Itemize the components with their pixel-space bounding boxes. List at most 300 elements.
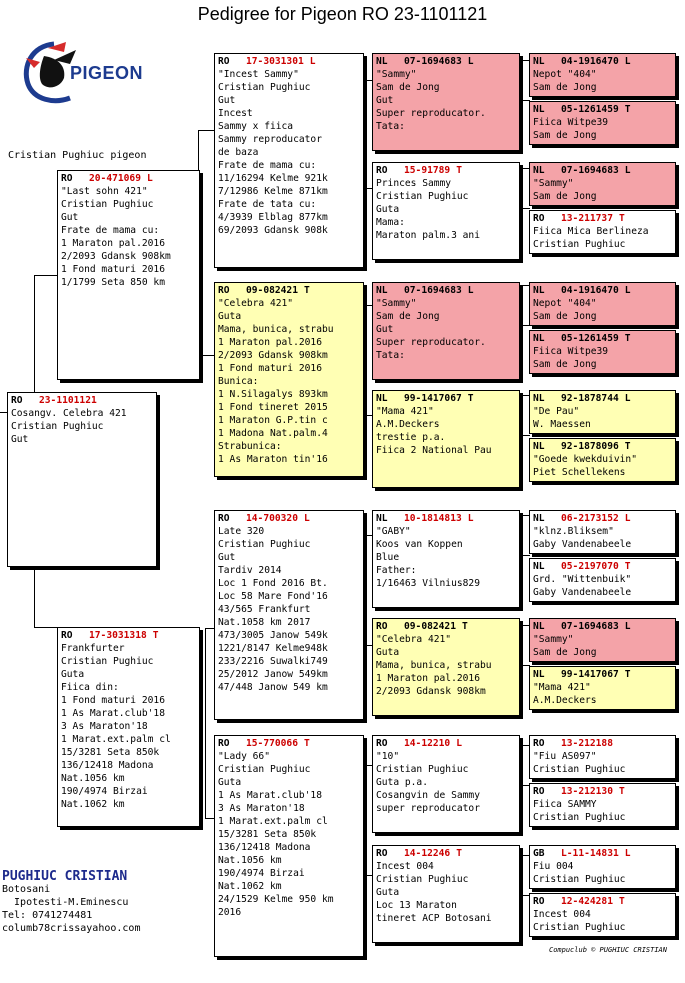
sex-marker: T <box>624 104 631 115</box>
ring-id: 07-1694683 <box>561 165 619 176</box>
card-line: Cristian Pughiuc <box>533 239 626 250</box>
ring-id: 07-1694683 <box>404 285 462 296</box>
sex-marker: L <box>467 56 474 67</box>
card-line: Frate de tata cu: <box>218 199 317 210</box>
owner-block <box>2 870 140 935</box>
pigeon-card-subject <box>7 392 157 567</box>
sex-marker: T <box>618 213 625 224</box>
ring-number <box>533 668 672 681</box>
card-line: Guta <box>376 887 400 898</box>
logo-text: PIGEON <box>70 63 144 83</box>
sex-marker: T <box>152 630 159 641</box>
pigeon-card-gen3 <box>214 282 364 477</box>
ring-id: 04-1916470 <box>561 285 619 296</box>
card-line: 1 Maraton pal.2016 <box>61 238 165 249</box>
ring-id: 99-1417067 <box>404 393 462 404</box>
pigeon-card-gen3 <box>214 735 364 957</box>
owner-name: PUGHIUC CRISTIAN <box>2 869 128 884</box>
connector-line <box>522 515 523 555</box>
country-code: RO <box>376 848 388 859</box>
card-line: "Celebra 421" <box>218 298 294 309</box>
card-line: 1 As Maraton tin'16 <box>218 454 328 465</box>
card-line: Blue <box>376 552 400 563</box>
card-line: Sam de Jong <box>533 647 597 658</box>
card-line: 69/2093 Gdansk 908k <box>218 225 328 236</box>
sex-marker: L <box>303 513 310 524</box>
card-line: Guta <box>218 311 242 322</box>
card-line: "Lady 66" <box>218 751 270 762</box>
pigeon-card-gen5 <box>529 783 676 827</box>
ring-number <box>533 785 672 798</box>
ring-id: 09-082421 <box>404 621 456 632</box>
country-code: RO <box>376 165 388 176</box>
ring-id: 05-1261459 <box>561 104 619 115</box>
sex-marker: T <box>624 669 631 680</box>
connector-line <box>205 628 206 818</box>
pigeon-card-gen5 <box>529 666 676 710</box>
card-line: Guta <box>218 777 242 788</box>
sex-marker: L <box>624 285 631 296</box>
card-line: 1 Maraton G.P.tin c <box>218 415 328 426</box>
ring-number <box>61 172 196 185</box>
card-line: Sam de Jong <box>533 359 597 370</box>
card-line: 1 As Marat.club'18 <box>61 708 165 719</box>
connector-line <box>522 855 523 895</box>
card-line: 4/3939 Elblag 877km <box>218 212 328 223</box>
card-line: "Goede kwekduivin" <box>533 454 637 465</box>
card-line: 7/12986 Kelme 871km <box>218 186 328 197</box>
sex-marker: L <box>624 513 631 524</box>
sex-marker: T <box>461 621 468 632</box>
card-line: "Sammy" <box>376 69 417 80</box>
sex-marker: T <box>624 561 631 572</box>
card-line: tineret ACP Botosani <box>376 913 492 924</box>
country-code: GB <box>533 848 545 859</box>
card-line: 15/3281 Seta 850k <box>61 747 160 758</box>
card-line: 1 Fond maturi 2016 <box>61 695 165 706</box>
card-line: "Fiu AS097" <box>533 751 597 762</box>
card-line: Cristian Pughiuc <box>61 199 154 210</box>
card-line: Gut <box>376 95 394 106</box>
card-line: Guta p.a. <box>376 777 428 788</box>
ring-id: 13-211737 <box>561 213 613 224</box>
card-line: Sam de Jong <box>533 130 597 141</box>
card-line: Late 320 <box>218 526 265 537</box>
pigeon-card-gen3 <box>214 510 364 720</box>
pigeon-card-gen5 <box>529 618 676 662</box>
connector-line <box>522 285 523 325</box>
card-line: Fiica din: <box>61 682 119 693</box>
sex-marker: L <box>624 165 631 176</box>
card-line: 1221/8147 Kelme948k <box>218 643 328 654</box>
card-line: Maraton palm.3 ani <box>376 230 480 241</box>
connector-line <box>34 627 59 628</box>
card-line: 190/4974 Birzai <box>61 786 148 797</box>
card-line: Incest <box>218 108 253 119</box>
ring-number <box>376 847 516 860</box>
country-code: RO <box>533 738 545 749</box>
card-line: Super reproducator. <box>376 108 486 119</box>
pigeon-card-gen5 <box>529 282 676 326</box>
pigeon-card-gen4 <box>372 282 520 380</box>
card-line: Nat.1062 km <box>218 881 282 892</box>
card-line: Loc 13 Maraton <box>376 900 457 911</box>
card-line: Incest 004 <box>533 909 591 920</box>
sex-marker: L <box>309 56 316 67</box>
pigeon-card-sire <box>57 170 200 380</box>
card-line: Koos van Koppen <box>376 539 463 550</box>
card-line: Cristian Pughiuc <box>61 656 154 667</box>
card-line: Piet Schellekens <box>533 467 626 478</box>
pigeon-card-dam <box>57 627 200 827</box>
ring-number <box>376 392 516 405</box>
card-line: Cristian Pughiuc <box>533 812 626 823</box>
card-line: Cristian Pughiuc <box>533 922 626 933</box>
ring-id: 13-212188 <box>561 738 613 749</box>
ring-number <box>11 394 153 407</box>
owner-line: columb78crissayahoo.com <box>2 923 141 934</box>
card-line: 3 As Maraton'18 <box>61 721 148 732</box>
ring-id: 92-1878744 <box>561 393 619 404</box>
connector-line <box>522 168 523 208</box>
card-line: Loc 1 Fond 2016 Bt. <box>218 578 328 589</box>
connector-line <box>522 60 523 100</box>
connector-line <box>366 80 367 188</box>
card-line: Nat.1058 km 2017 <box>218 617 311 628</box>
country-code: RO <box>218 513 230 524</box>
card-line: 11/16294 Kelme 921k <box>218 173 328 184</box>
ring-number <box>376 164 516 177</box>
card-line: 1 Madona Nat.palm.4 <box>218 428 328 439</box>
card-line: Sam de Jong <box>533 82 597 93</box>
owner-line: Botosani <box>2 884 51 895</box>
ring-id: 05-1261459 <box>561 333 619 344</box>
ring-number <box>533 55 672 68</box>
card-line: Father: <box>376 565 417 576</box>
card-line: Frate de mama cu: <box>61 225 160 236</box>
country-code: RO <box>11 395 23 406</box>
pigeon-card-gen4 <box>372 618 520 716</box>
card-line: Fiica Witpe39 <box>533 117 609 128</box>
ring-number <box>533 332 672 345</box>
country-code: NL <box>533 513 545 524</box>
sex-marker: T <box>303 738 310 749</box>
connector-line <box>522 395 523 435</box>
card-line: 1/1799 Seta 850 km <box>61 277 165 288</box>
card-line: 47/448 Janow 549 km <box>218 682 328 693</box>
ring-id: 15-770066 <box>246 738 298 749</box>
ring-number <box>533 560 672 573</box>
ring-number <box>376 284 516 297</box>
sex-marker: T <box>624 441 631 452</box>
card-line: Mama, bunica, strabu <box>218 324 334 335</box>
card-line: Fiica Mica Berlineza <box>533 226 649 237</box>
card-line: 1 N.Silagalys 893km <box>218 389 328 400</box>
sex-marker: T <box>618 786 625 797</box>
country-code: NL <box>533 56 545 67</box>
card-line: Grd. "Wittenbuik" <box>533 574 632 585</box>
card-line: Cristian Pughiuc <box>533 874 626 885</box>
ring-number <box>533 284 672 297</box>
card-line: "10" <box>376 751 400 762</box>
connector-line <box>522 745 523 785</box>
card-line: Cosangv. Celebra 421 <box>11 408 127 419</box>
card-line: Nepot "404" <box>533 298 597 309</box>
country-code: NL <box>376 513 388 524</box>
page-title: Pedigree for Pigeon RO 23-1101121 <box>197 4 488 24</box>
ring-number <box>533 847 672 860</box>
card-line: 2016 <box>218 907 242 918</box>
ring-id: 17-3031318 <box>89 630 147 641</box>
country-code: RO <box>61 630 73 641</box>
owner-line: Ipotesti-M.Eminescu <box>2 897 129 908</box>
pigeon-card-gen4 <box>372 510 520 608</box>
pigeon-card-gen4 <box>372 53 520 151</box>
ring-id: 20-471069 <box>89 173 141 184</box>
card-line: 25/2012 Janow 549km <box>218 669 328 680</box>
card-line: "Sammy" <box>533 178 574 189</box>
pigeon-card-gen4 <box>372 845 520 943</box>
ring-number <box>533 392 672 405</box>
country-code: RO <box>376 621 388 632</box>
pigeon-card-gen5 <box>529 558 676 602</box>
ring-id: 07-1694683 <box>561 621 619 632</box>
ring-number <box>533 512 672 525</box>
pigeon-card-gen5 <box>529 510 676 554</box>
owner-line: Tel: 0741274481 <box>2 910 93 921</box>
ring-id: 92-1878096 <box>561 441 619 452</box>
pigeon-card-gen5 <box>529 210 676 254</box>
card-line: 43/565 Frankfurt <box>218 604 311 615</box>
country-code: NL <box>533 441 545 452</box>
pigeon-logo <box>14 38 144 108</box>
ring-id: 14-12246 <box>404 848 451 859</box>
card-line: Cosangvin de Sammy <box>376 790 480 801</box>
sex-marker: T <box>624 333 631 344</box>
ring-id: 09-082421 <box>246 285 298 296</box>
card-line: Guta <box>61 669 85 680</box>
pigeon-card-gen5 <box>529 390 676 434</box>
ring-number <box>533 103 672 116</box>
ring-number <box>533 620 672 633</box>
card-line: Cristian Pughiuc <box>376 874 469 885</box>
sex-marker: L <box>624 621 631 632</box>
card-line: "Sammy" <box>533 634 574 645</box>
connector-line <box>522 555 530 556</box>
country-code: RO <box>218 738 230 749</box>
card-line: Cristian Pughiuc <box>376 764 469 775</box>
card-line: Gut <box>218 95 236 106</box>
card-line: A.M.Deckers <box>376 419 440 430</box>
card-line: Fiu 004 <box>533 861 574 872</box>
card-line: 1 As Marat.club'18 <box>218 790 322 801</box>
country-code: RO <box>218 56 230 67</box>
country-code: RO <box>61 173 73 184</box>
sex-marker: T <box>456 165 462 176</box>
pigeon-card-gen4 <box>372 162 520 260</box>
ring-id: 99-1417067 <box>561 669 619 680</box>
connector-line <box>34 275 59 276</box>
card-line: Guta <box>376 647 400 658</box>
ring-number <box>376 620 516 633</box>
ring-id: 14-12210 <box>404 738 451 749</box>
credit-text: Compuclub © PUGHIUC CRISTIAN <box>548 946 667 954</box>
ring-id: L-11-14831 <box>561 848 619 859</box>
connector-line <box>522 625 523 665</box>
ring-id: 23-1101121 <box>39 395 97 406</box>
card-line: 1 Fond tineret 2015 <box>218 402 328 413</box>
card-line: 15/3281 Seta 850k <box>218 829 317 840</box>
sex-marker: T <box>618 896 625 907</box>
card-line: "GABY" <box>376 526 411 537</box>
pigeon-card-gen5 <box>529 162 676 206</box>
card-line: Incest 004 <box>376 861 434 872</box>
card-line: Nat.1056 km <box>61 773 125 784</box>
card-line: 3 As Maraton'18 <box>218 803 305 814</box>
connector-line <box>522 208 530 209</box>
sex-marker: L <box>624 848 631 859</box>
card-line: Tata: <box>376 350 405 361</box>
card-line: Gaby Vandenabeele <box>533 539 632 550</box>
sex-marker: L <box>624 56 631 67</box>
card-line: Cristian Pughiuc <box>218 539 311 550</box>
card-line: "Mama 421" <box>533 682 591 693</box>
sex-marker: L <box>146 173 153 184</box>
country-code: NL <box>533 104 545 115</box>
card-line: 233/2216 Suwalki749 <box>218 656 328 667</box>
card-line: 136/12418 Madona <box>218 842 311 853</box>
card-line: Guta <box>376 204 400 215</box>
card-line: Frate de mama cu: <box>218 160 317 171</box>
pigeon-card-gen5 <box>529 845 676 889</box>
card-line: 2/2093 Gdansk 908km <box>61 251 171 262</box>
card-line: 1 Fond maturi 2016 <box>61 264 165 275</box>
card-line: Fiica Witpe39 <box>533 346 609 357</box>
card-line: "Last sohn 421" <box>61 186 148 197</box>
card-line: Bunica: <box>218 376 259 387</box>
card-line: "De Pau" <box>533 406 580 417</box>
ring-number <box>533 440 672 453</box>
card-line: "Sammy" <box>376 298 417 309</box>
card-line: 24/1529 Kelme 950 km <box>218 894 334 905</box>
country-code: NL <box>376 285 388 296</box>
ring-number <box>376 512 516 525</box>
country-code: NL <box>533 393 545 404</box>
card-line: Gut <box>61 212 79 223</box>
card-line: Sam de Jong <box>376 311 440 322</box>
sex-marker: L <box>456 738 462 749</box>
card-line: Sammy x fiica <box>218 121 294 132</box>
card-line: Frankfurter <box>61 643 125 654</box>
ring-number <box>218 737 360 750</box>
card-line: Cristian Pughiuc <box>11 421 104 432</box>
card-line: 2/2093 Gdansk 908km <box>376 686 486 697</box>
breeder-label: Cristian Pughiuc pigeon <box>8 150 147 161</box>
ring-number <box>533 164 672 177</box>
card-line: Cristian Pughiuc <box>533 764 626 775</box>
card-line: trestie p.a. <box>376 432 446 443</box>
ring-number <box>533 895 672 908</box>
pigeon-card-gen5 <box>529 893 676 937</box>
card-line: Fiica SAMMY <box>533 799 597 810</box>
card-line: "Celebra 421" <box>376 634 452 645</box>
card-line: 1 Fond maturi 2016 <box>218 363 322 374</box>
connector-line <box>34 275 35 395</box>
connector-line <box>522 435 530 436</box>
country-code: NL <box>533 165 545 176</box>
card-line: Gut <box>376 324 394 335</box>
card-line: Cristian Pughiuc <box>376 191 469 202</box>
country-code: RO <box>533 896 545 907</box>
country-code: RO <box>533 213 545 224</box>
card-line: A.M.Deckers <box>533 695 597 706</box>
card-line: Mama: <box>376 217 405 228</box>
country-code: NL <box>533 669 545 680</box>
pigeon-card-gen4 <box>372 735 520 833</box>
card-line: Cristian Pughiuc <box>218 764 311 775</box>
sex-marker: T <box>456 848 462 859</box>
card-line: super reproducator <box>376 803 480 814</box>
card-line: Princes Sammy <box>376 178 452 189</box>
sex-marker: L <box>467 513 474 524</box>
card-line: 1 Maraton pal.2016 <box>218 337 322 348</box>
country-code: NL <box>533 285 545 296</box>
connector-line <box>366 765 367 875</box>
ring-id: 05-2197070 <box>561 561 619 572</box>
ring-number <box>218 284 360 297</box>
country-code: RO <box>533 786 545 797</box>
ring-number <box>218 512 360 525</box>
card-line: "Incest Sammy" <box>218 69 299 80</box>
country-code: NL <box>376 56 388 67</box>
card-line: Sammy reproducator <box>218 134 322 145</box>
ring-id: 15-91789 <box>404 165 451 176</box>
ring-id: 14-700320 <box>246 513 298 524</box>
country-code: NL <box>533 621 545 632</box>
ring-number <box>61 629 196 642</box>
country-code: NL <box>533 333 545 344</box>
ring-number <box>533 737 672 750</box>
connector-line <box>366 535 367 645</box>
card-line: Nepot "404" <box>533 69 597 80</box>
card-line: 1 Maraton pal.2016 <box>376 673 480 684</box>
sex-marker: L <box>624 393 631 404</box>
sex-marker: T <box>467 393 474 404</box>
country-code: NL <box>533 561 545 572</box>
pigeon-card-gen4 <box>372 390 520 488</box>
ring-id: 17-3031301 <box>246 56 304 67</box>
card-line: de baza <box>218 147 259 158</box>
card-line: "Mama 421" <box>376 406 434 417</box>
sex-marker: T <box>303 285 310 296</box>
pigeon-card-gen5 <box>529 330 676 374</box>
pigeon-card-gen3 <box>214 53 364 268</box>
card-line: Gut <box>218 552 236 563</box>
ring-number <box>218 55 360 68</box>
card-line: Tata: <box>376 121 405 132</box>
card-line: 1 Marat.ext.palm cl <box>218 816 328 827</box>
card-line: Gaby Vandenabeele <box>533 587 632 598</box>
ring-id: 12-424281 <box>561 896 613 907</box>
card-line: 2/2093 Gdansk 908km <box>218 350 328 361</box>
card-line: 136/12418 Madona <box>61 760 154 771</box>
card-line: Sam de Jong <box>376 82 440 93</box>
card-line: Sam de Jong <box>533 191 597 202</box>
pigeon-card-gen5 <box>529 53 676 97</box>
card-line: Nat.1056 km <box>218 855 282 866</box>
pigeon-card-gen5 <box>529 735 676 779</box>
country-code: RO <box>376 738 388 749</box>
